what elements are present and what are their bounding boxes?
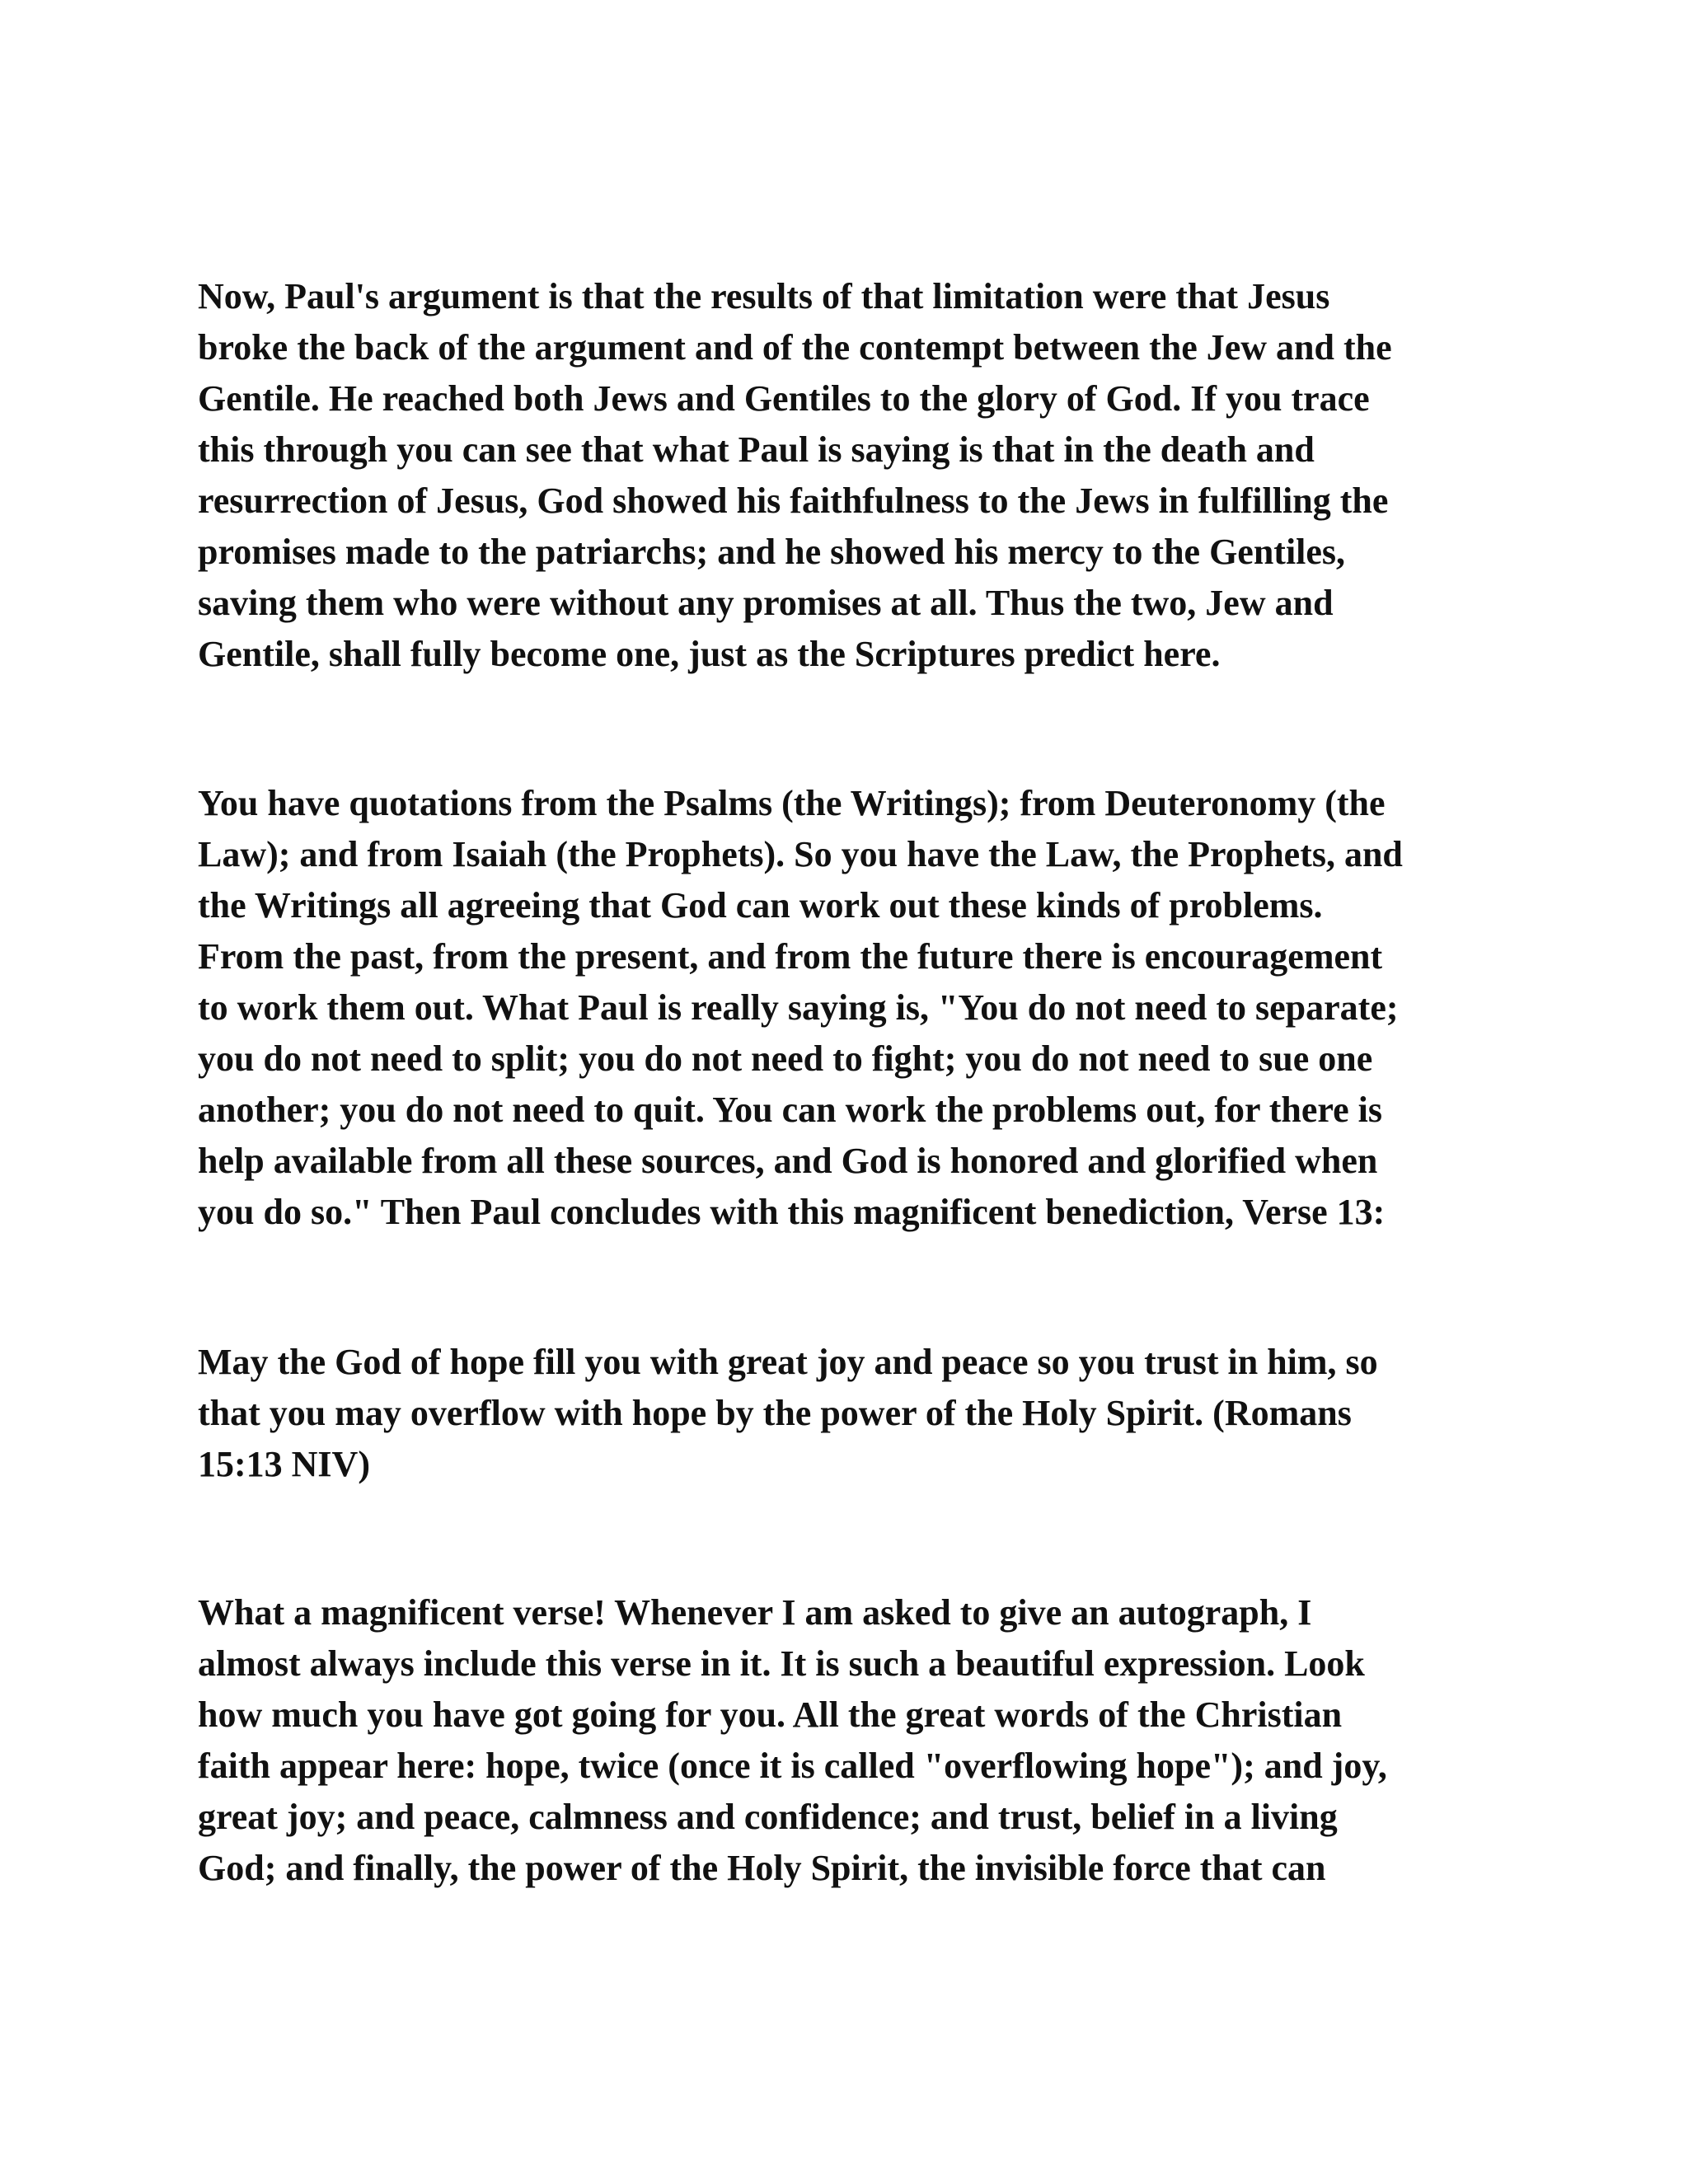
paragraph-4-line-5: great joy; and peace, calmness and confidence; and trust, belief in a living	[198, 1797, 1338, 1837]
paragraph-4-line-4: faith appear here: hope, twice (once it is called "overflowing hope"); and joy,	[198, 1746, 1387, 1786]
paragraph-1-line-3: Gentile. He reached both Jews and Gentiles to the glory of God. If you trace	[198, 378, 1370, 419]
paragraph-2-line-8: help available from all these sources, and God is honored and glorified when	[198, 1141, 1378, 1181]
paragraph-2-line-5: to work them out. What Paul is really saying is, "You do not need to separate;	[198, 987, 1399, 1028]
paragraph-2-line-1: You have quotations from the Psalms (the Writings); from Deuteronomy (the	[198, 783, 1386, 823]
paragraph-3-line-3: 15:13 NIV)	[198, 1444, 370, 1484]
paragraph-2-line-3: the Writings all agreeing that God can work out these kinds of problems.	[198, 885, 1323, 926]
paragraph-4-line-1: What a magnificent verse! Whenever I am asked to give an autograph, I	[198, 1592, 1312, 1633]
paragraph-1-line-7: saving them who were without any promises at all. Thus the two, Jew and	[198, 583, 1334, 623]
paragraph-3-line-1: May the God of hope fill you with great joy and peace so you trust in him, so	[198, 1342, 1378, 1382]
paragraph-3-line-2: that you may overflow with hope by the power of the Holy Spirit. (Romans	[198, 1393, 1352, 1433]
paragraph-4-line-2: almost always include this verse in it. It is such a beautiful expression. Look	[198, 1643, 1365, 1684]
paragraph-2-line-4: From the past, from the present, and from the future there is encouragement	[198, 936, 1383, 977]
paragraph-1-line-2: broke the back of the argument and of the contempt between the Jew and the	[198, 327, 1392, 368]
paragraph-1-line-1: Now, Paul's argument is that the results of that limitation were that Jesus	[198, 276, 1330, 316]
paragraph-1-line-4: this through you can see that what Paul is saying is that in the death and	[198, 429, 1315, 470]
paragraph-2-line-2: Law); and from Isaiah (the Prophets). So you have the Law, the Prophets, and	[198, 834, 1403, 874]
paragraph-2-line-9: you do so." Then Paul concludes with this magnificent benediction, Verse 13:	[198, 1192, 1386, 1232]
paragraph-1-line-8: Gentile, shall fully become one, just as the Scriptures predict here.	[198, 634, 1221, 674]
paragraph-2-line-7: another; you do not need to quit. You can work the problems out, for there is	[198, 1090, 1382, 1130]
paragraph-1-line-6: promises made to the patriarchs; and he showed his mercy to the Gentiles,	[198, 532, 1346, 572]
paragraph-1-line-5: resurrection of Jesus, God showed his faithfulness to the Jews in fulfilling the	[198, 480, 1389, 521]
paragraph-4-line-6: God; and finally, the power of the Holy Spirit, the invisible force that can	[198, 1848, 1326, 1888]
paragraph-2-line-6: you do not need to split; you do not need to fight; you do not need to sue one	[198, 1038, 1373, 1079]
paragraph-4-line-3: how much you have got going for you. All the great words of the Christian	[198, 1694, 1343, 1735]
